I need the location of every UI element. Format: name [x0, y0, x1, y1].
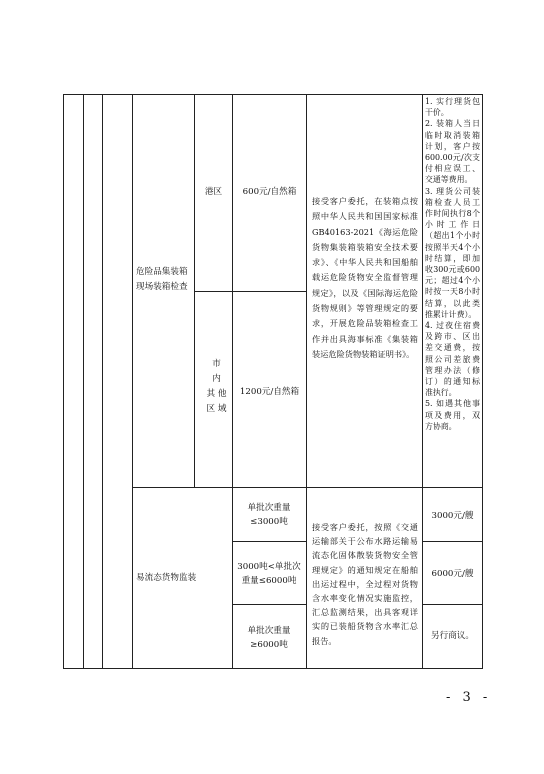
col-line-1 [63, 94, 64, 669]
item-name-hazardous: 危险品集装箱现场装箱检查 [136, 267, 188, 292]
tier-price-2: 6000元/艘 [431, 568, 474, 579]
table-border-top [63, 94, 483, 95]
tier-condition-3: 单批次重量≥6000吨 [247, 626, 291, 650]
row-divider-hazardous-bulk [132, 487, 483, 488]
table-border-bottom [63, 668, 483, 669]
col-line-5 [194, 94, 195, 488]
service-content-bulk: 接受客户委托，按照《交通运输部关于公布水路运输易流态化固体散装货物安全管理规定》的通知规定在船舶出运过程中，全过程对货物含水率变化情况实施监控，汇总监测结果，出具客观详实的已装船货物含水率汇总报告。 [312, 522, 418, 646]
row-divider-hazardous-zones [194, 291, 306, 292]
row-divider-tier-1-price [422, 541, 483, 542]
service-content-hazardous: 接受客户委托，在装箱点按照中华人民共和国国家标准 GB40163-2021《海运危险货物集装箱装箱安全技术要求》、《中华人民共和国船舶载运危险货物安全监督管理规定》，以及《国际海运危险货物规则》等管理规定的要求，开展危险品装箱检查工作并出具海事标准《集装箱装运危险货物装箱证明书》。 [312, 196, 418, 359]
item-name-bulk: 易流态货物监装 [136, 572, 197, 583]
tier-price-1: 3000元/艘 [431, 510, 474, 521]
tier-price-3: 另行商议。 [431, 630, 474, 641]
zone-other-area: 市 内 其 他 区 域 [206, 359, 227, 414]
price-other-area: 1200元/自然箱 [239, 386, 300, 397]
col-line-4 [132, 94, 133, 669]
notes-hazardous: 1. 实行理货包干价。 2. 装箱人当日临时取消装箱计划，客户按600.00元/次支付相应误工、交通等费用。 3. 理货公司装箱检查人员工作时间执行8个小时工作日（超出1个小时按照半天4个小时结算，即加收300元或600元；超过4个小时按一天8小时结算，以此类推累计计费）。 4. 过夜住宿费及跨市、区出差交通费，按照公司差旅费管理办法（修订）的通知标准执行。 5. 如遇其他事项及费用，双方协商。 [425, 97, 480, 431]
zone-port-area: 港区 [204, 186, 223, 197]
col-line-2 [83, 94, 84, 669]
tier-condition-2: 3000吨<单批次重量≤6000吨 [237, 562, 301, 586]
col-line-3 [102, 94, 103, 669]
row-divider-tier-2-price [422, 604, 483, 605]
col-line-7 [306, 94, 307, 669]
row-divider-tier-2 [232, 604, 306, 605]
col-line-9 [482, 94, 483, 669]
page-number: - 3 - [446, 690, 492, 705]
row-divider-tier-1 [232, 541, 306, 542]
price-port-area: 600元/自然箱 [242, 186, 297, 197]
tier-condition-1: 单批次重量≤3000吨 [247, 503, 291, 527]
